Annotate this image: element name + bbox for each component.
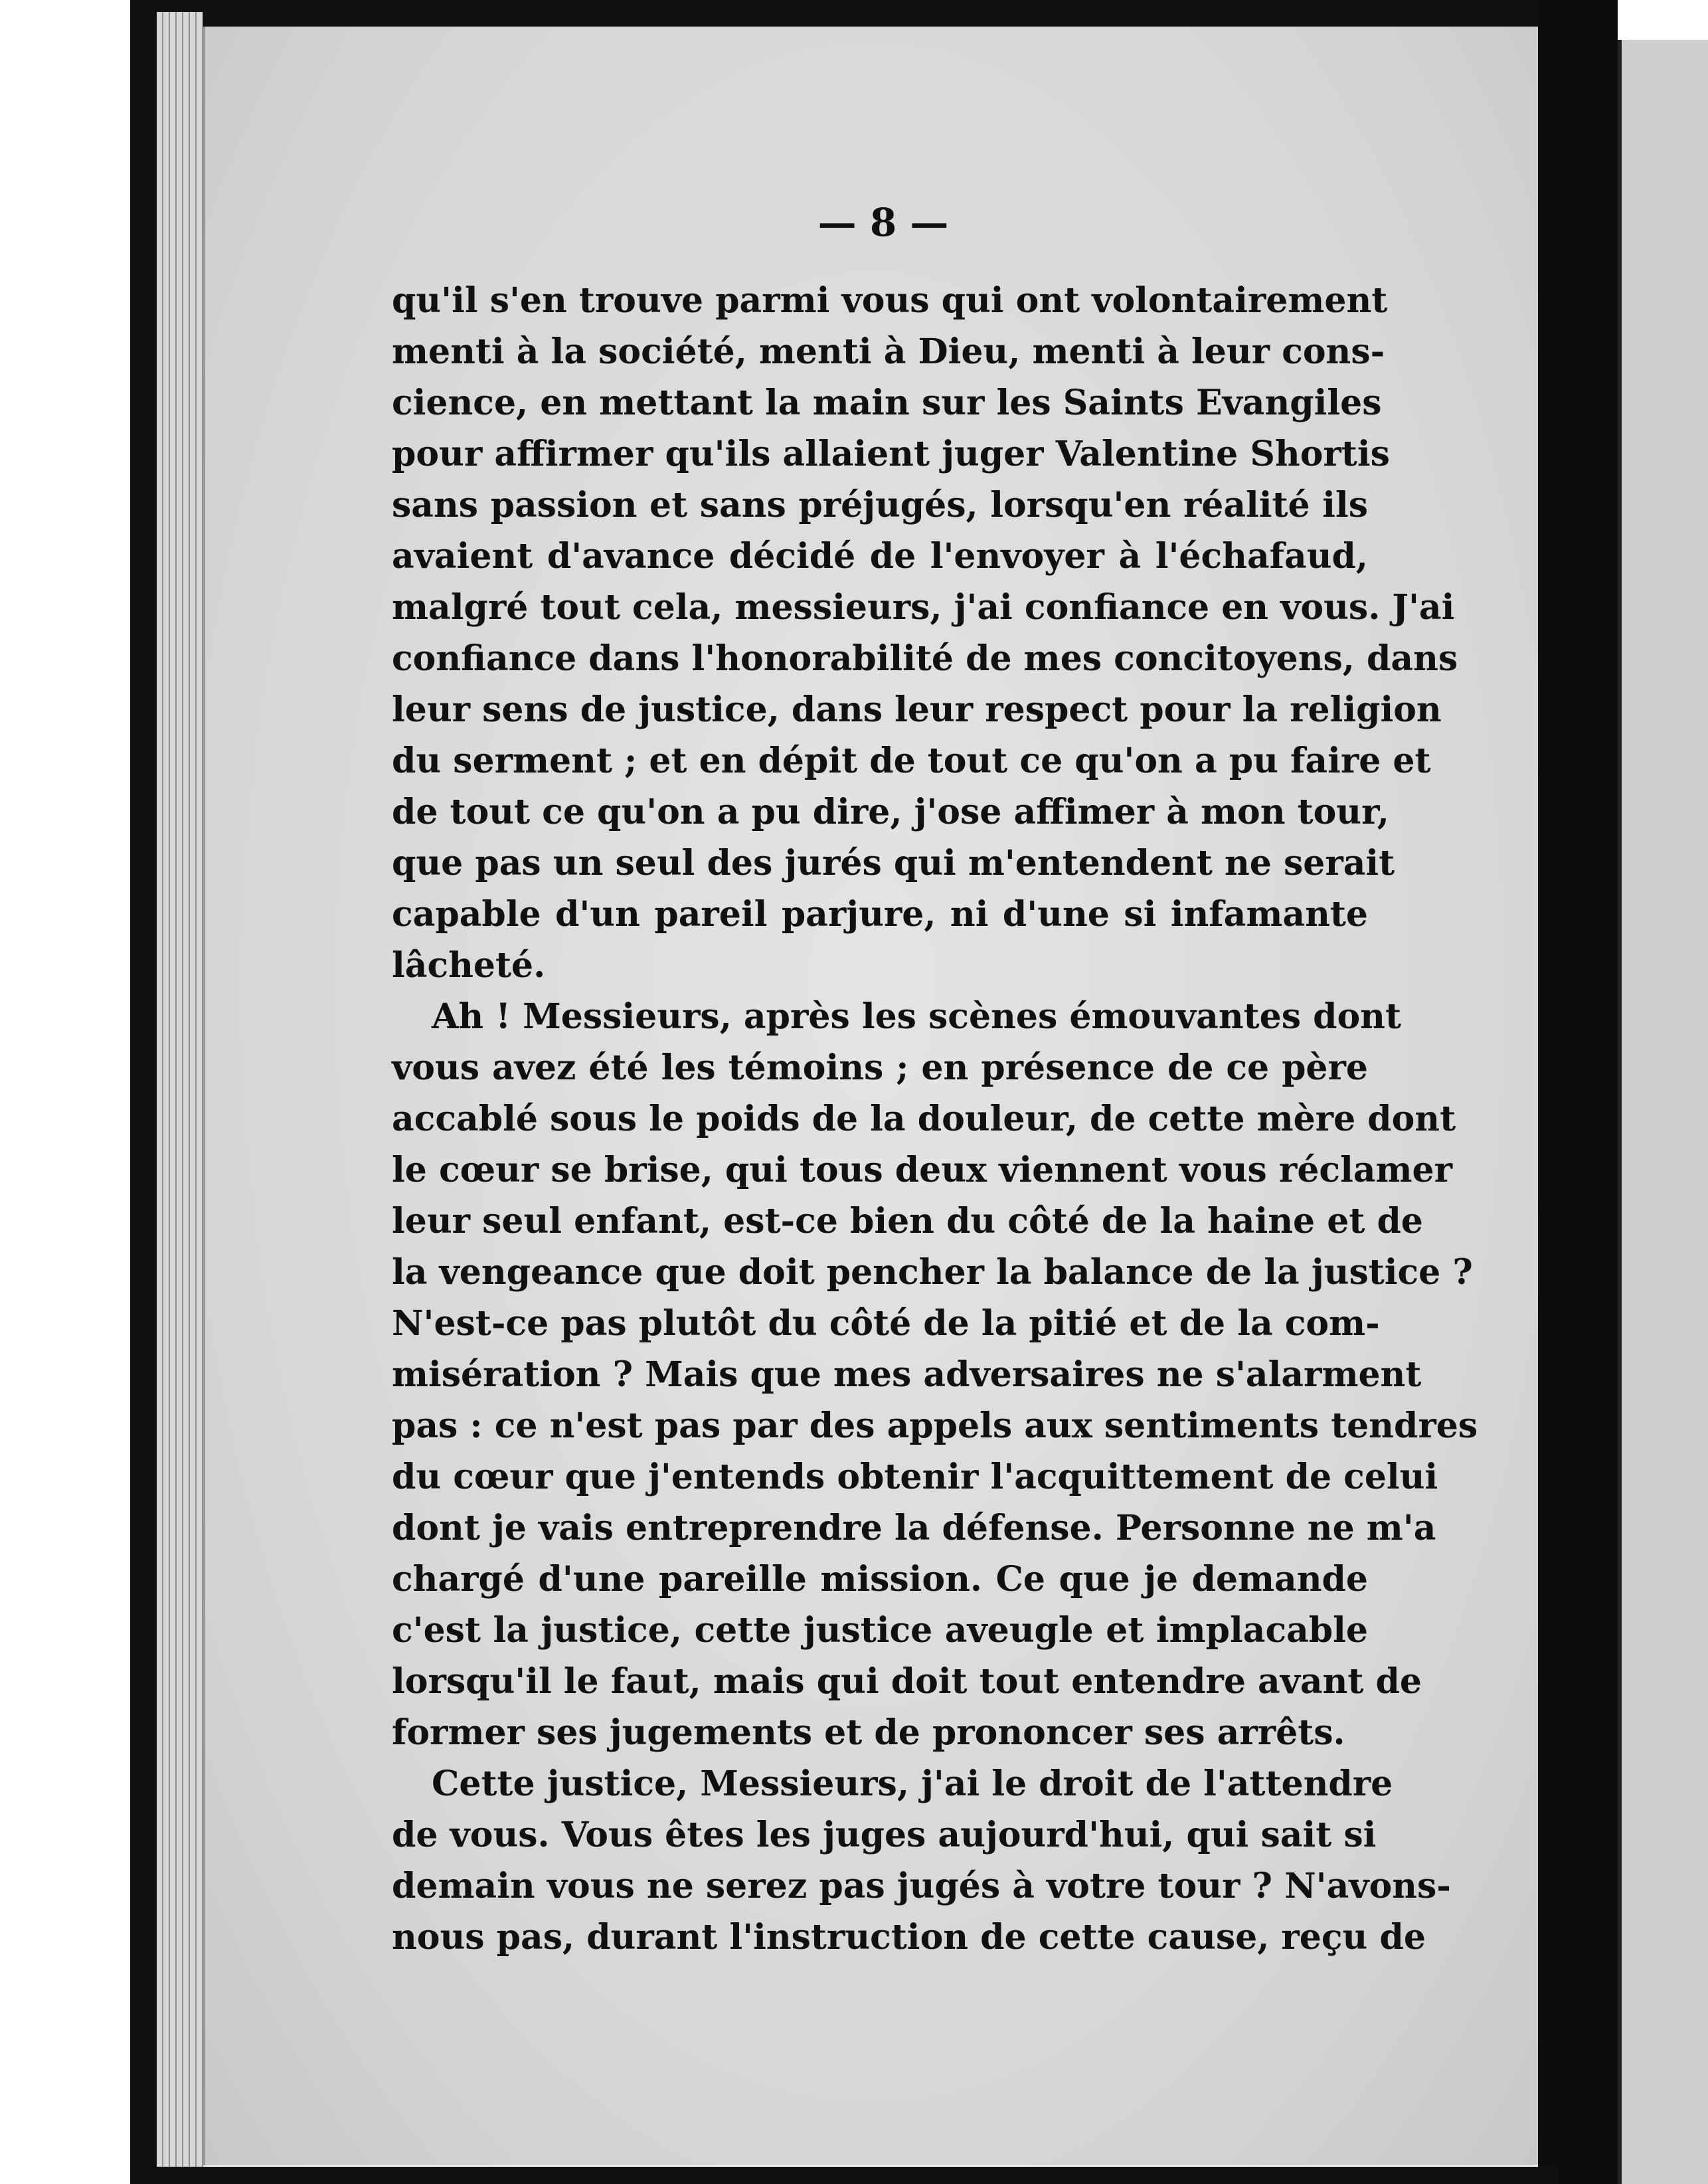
text-line: de tout ce qu'on a pu dire, j'ose affimer à mon tour, <box>392 792 1389 832</box>
text-line: de vous. Vous êtes les juges aujourd'hui, qui sait si <box>392 1815 1377 1855</box>
text-line: menti à la société, menti à Dieu, menti à leur cons- <box>392 331 1385 372</box>
text-line: c'est la justice, cette justice aveugle et implacable <box>392 1610 1368 1651</box>
text-line: demain vous ne serez pas jugés à votre tour ? N'avons- <box>392 1866 1451 1906</box>
text-line: former ses jugements et de prononcer ses arrêts. <box>392 1712 1345 1753</box>
text-line: pour affirmer qu'ils allaient juger Valentine Shortis <box>392 434 1390 474</box>
text-line: confiance dans l'honorabilité de mes concitoyens, dans <box>392 638 1458 679</box>
text-line: nous pas, durant l'instruction de cette cause, reçu de <box>392 1917 1426 1957</box>
page-number: — 8 — <box>817 200 949 245</box>
text-line: lorsqu'il le faut, mais qui doit tout entendre avant de <box>392 1661 1422 1702</box>
text-line: leur sens de justice, dans leur respect pour la religion <box>392 689 1442 730</box>
text-line: leur seul enfant, est-ce bien du côté de la haine et de <box>392 1201 1423 1241</box>
text-line: Ah ! Messieurs, après les scènes émouvantes dont <box>432 996 1401 1037</box>
text-line: chargé d'une pareille mission. Ce que je demande <box>392 1559 1368 1599</box>
book-top-edge <box>130 0 1558 27</box>
book-spine-edge <box>130 7 157 2172</box>
text-line: sans passion et sans préjugés, lorsqu'en réalité ils <box>392 485 1368 525</box>
text-line: la vengeance que doit pencher la balance de la justice ? <box>392 1252 1473 1293</box>
text-line: N'est-ce pas plutôt du côté de la pitié et de la com- <box>392 1303 1380 1344</box>
text-line: Cette justice, Messieurs, j'ai le droit de l'attendre <box>432 1764 1393 1804</box>
text-line: dont je vais entreprendre la défense. Personne ne m'a <box>392 1508 1436 1548</box>
text-line: que pas un seul des jurés qui m'entendent ne serait <box>392 843 1395 883</box>
text-line: cience, en mettant la main sur les Saints Evangiles <box>392 383 1382 423</box>
text-line: malgré tout cela, messieurs, j'ai confiance en vous. J'ai <box>392 587 1455 628</box>
paragraph-3 <box>392 1758 1451 1963</box>
text-line: lâcheté. <box>392 945 546 986</box>
book-gutter <box>1538 0 1618 2184</box>
text-line: accablé sous le poids de la douleur, de cette mère dont <box>392 1099 1456 1139</box>
book-bottom-edge <box>130 2167 1558 2184</box>
facing-page-edge <box>1618 40 1708 2184</box>
text-line: qu'il s'en trouve parmi vous qui ont volontairement <box>392 280 1388 321</box>
paragraph-2 <box>392 991 1478 1758</box>
text-line: le cœur se brise, qui tous deux viennent vous réclamer <box>392 1150 1453 1190</box>
text-line: du cœur que j'entends obtenir l'acquittement de celui <box>392 1457 1438 1497</box>
page-stack-edges <box>157 12 203 2171</box>
text-line: capable d'un pareil parjure, ni d'une si infamante <box>392 894 1368 935</box>
text-line: vous avez été les témoins ; en présence de ce père <box>392 1047 1368 1088</box>
text-line: misération ? Mais que mes adversaires ne s'alarment <box>392 1354 1422 1395</box>
paragraph-1 <box>392 275 1458 991</box>
text-line: pas : ce n'est pas par des appels aux sentiments tendres <box>392 1406 1478 1446</box>
text-line: avaient d'avance décidé de l'envoyer à l'échafaud, <box>392 536 1368 577</box>
page-text <box>392 275 1478 1963</box>
text-line: du serment ; et en dépit de tout ce qu'on a pu faire et <box>392 741 1431 781</box>
